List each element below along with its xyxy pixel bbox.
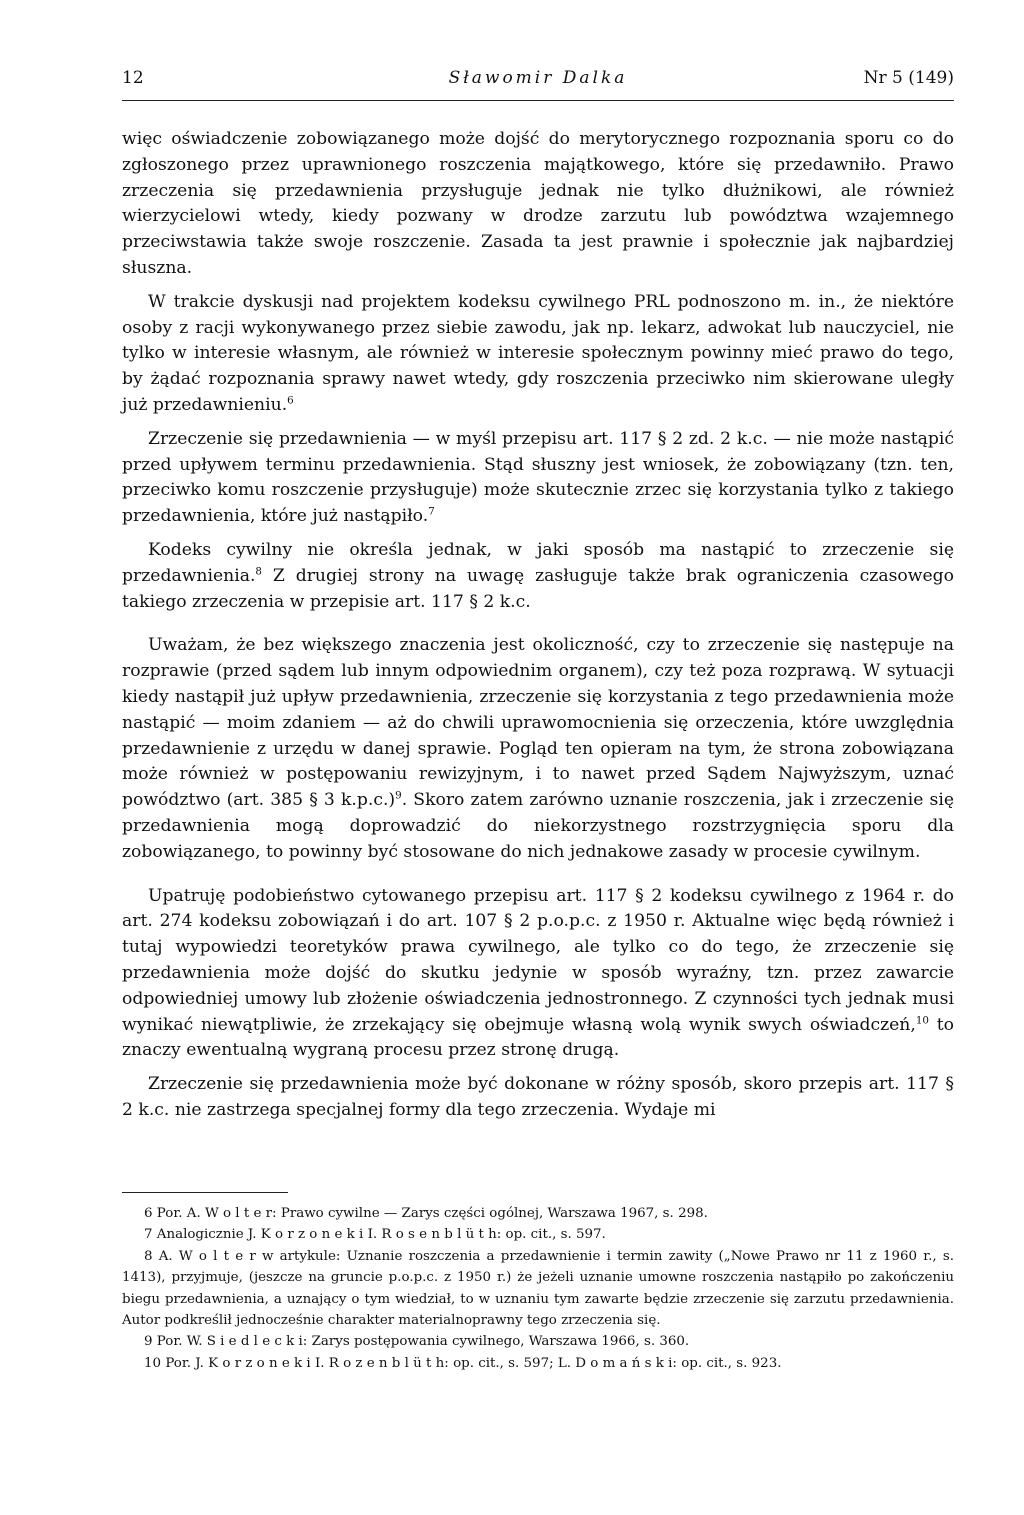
footnote-7 — [122, 1224, 954, 1245]
running-header — [122, 66, 954, 101]
header-issue: Nr 5 (149) — [863, 68, 954, 88]
footnote-ref-7[interactable]: 7 — [428, 505, 435, 518]
footnote-number: 8 — [144, 1248, 153, 1264]
footnote-8 — [122, 1246, 954, 1332]
main-text — [122, 127, 954, 1124]
paragraph-1: więc oświadczenie zobowiązanego może dojść do merytorycznego rozpoznania sporu co do zgłoszonego przez uprawnionego roszczenia majątkowego, które się przedawniło. Prawo zrzeczenia się przedawnienia przysługuje jednak nie tylko dłużnikowi, ale również wierzycielowi wtedy, kiedy pozwany w drodze zarzutu lub powództwa wzajemnego przeciwstawia także swoje roszczenie. Zasada ta jest prawnie i społecznie jak najbardziej słuszna. — [122, 129, 954, 278]
footnote-ref-9[interactable]: 9 — [395, 789, 402, 802]
paragraph-7: Zrzeczenie się przedawnienia może być dokonane w różny sposób, skoro przepis art. 117 § 2 k.c. nie zastrzega specjalnej formy dla tego zrzeczenia. Wydaje mi — [122, 1074, 954, 1120]
footnote-divider — [122, 1192, 288, 1193]
paragraph-3: Zrzeczenie się przedawnienia — w myśl przepisu art. 117 § 2 zd. 2 k.c. — nie może nastąpić przed upływem terminu przedawnienia. Stąd słuszny jest wniosek, że zobowiązany (tzn. ten, przeciwko komu roszczenie przysługuje) może skutecznie zrzec się korzystania tylko z takiego przedawnienia, które już nastąpiło.$^7$ — [122, 428, 954, 527]
footnote-text: Por. A. W o l t e r: Prawo cywilne — Zarys części ogólnej, Warszawa 1967, s. 298. — [156, 1206, 708, 1221]
footnote-9 — [122, 1331, 954, 1352]
footnotes — [122, 1192, 954, 1374]
paragraph-5: Uważam, że bez większego znaczenia jest okoliczność, czy to zrzeczenie się następuje na rozprawie (przed sądem lub innym odpowiednim organem), czy też poza rozprawą. W sytuacji kiedy nastąpił już upływ przedawnienia, zrzeczenie się korzystania z tego przedawnienia może nastąpić — moim zdaniem — aż do chwili uprawomocnienia się orzeczenia, które uwzględnia przedawnienie z urzędu w danej sprawie. Pogląd ten opieram na tym, że strona zobowiązana może również w postępowaniu rewizyjnym, i to nawet przed Sądem Najwyższym, uznać powództwo (art. 385 § 3 k.p.c.)$^9$. Skoro zatem zarówno uznanie roszczenia, jak i zrzeczenie się przedawnienia mogą doprowadzić do niekorzystnego rozstrzygnięcia sporu dla zobowiązanego, to powinny być stosowane do nich jednakowe zasady w procesie cywilnym. — [122, 635, 954, 862]
footnote-6 — [122, 1203, 954, 1224]
footnote-ref-6[interactable]: 6 — [287, 394, 294, 407]
footnote-text: Por. W. S i e d l e c k i: Zarys postępowania cywilnego, Warszawa 1966, s. 360. — [156, 1334, 690, 1350]
page — [122, 66, 954, 1132]
footnote-10 — [122, 1353, 954, 1374]
footnote-number: 6 — [144, 1206, 153, 1221]
page-number: 12 — [122, 68, 144, 88]
footnote-ref-8[interactable]: 8 — [255, 565, 262, 578]
footnote-text: Analogicznie J. K o r z o n e k i I. R o s e n b l ü t h: op. cit., s. 597. — [156, 1227, 606, 1243]
footnote-text: A. W o l t e r w artykule: Uznanie roszczenia a przedawnienie i termin zawity („Nowe Prawo nr 11 z 1960 r., s. 1413), przyjmuje, (jeszcze na gruncie p.o.p.c. z 1950 r.) że jeżeli uznanie umowne roszczenia nastąpiło po zakończeniu biegu przedawnienia, a uznający o tym wiedział, to w uznaniu tym zawarte będzie zrzeczenie się zarzutu przedawnienia. Autor podkreślił jednocześnie charakter materialnoprawny tego zrzeczenia się. — [122, 1248, 954, 1329]
footnote-number: 7 — [144, 1227, 153, 1243]
footnote-ref-10[interactable]: 10 — [915, 1013, 929, 1026]
footnote-text: Por. J. K o r z o n e k i I. R o z e n b l ü t h: op. cit., s. 597; L. D o m a ń s k i: op. cit., s. 923. — [165, 1355, 782, 1371]
paragraph-4: Kodeks cywilny nie określa jednak, w jaki sposób ma nastąpić to zrzeczenie się przedawnienia.$^8$ Z drugiej strony na uwagę zasługuje także brak ograniczenia czasowego takiego zrzeczenia w przepisie art. 117 § 2 k.c. — [122, 539, 954, 612]
footnote-number: 10 — [144, 1355, 162, 1371]
paragraph-6: Upatruję podobieństwo cytowanego przepisu art. 117 § 2 kodeksu cywilnego z 1964 r. do art. 274 kodeksu zobowiązań i do art. 107 § 2 p.o.p.c. z 1950 r. Aktualne więc będą również i tutaj wypowiedzi teoretyków prawa cywilnego, ale tylko co do tego, że zrzeczenie się przedawnienia może dojść do skutku jedynie w sposób wyraźny, tzn. przez zawarcie odpowiedniej umowy lub złożenie oświadczenia jednostronnego. Z czynności tych jednak musi wynikać niewątpliwie, że zrzekający się obejmuje własną wolą wynik swych oświadczeń,$^{10}$ to znaczy ewentualną wygraną procesu przez stronę drugą. — [122, 885, 955, 1061]
footnote-number: 9 — [144, 1334, 153, 1350]
paragraph-2: W trakcie dyskusji nad projektem kodeksu cywilnego PRL podnoszono m. in., że niektóre osoby z racji wykonywanego przez siebie zawodu, jak np. lekarz, adwokat lub nauczyciel, nie tylko w interesie własnym, ale również w interesie społecznym powinny mieć prawo do tego, by żądać rozpoznania sprawy nawet wtedy, gdy roszczenia przeciwko nim skierowane uległy już przedawnieniu.$^6$ — [122, 291, 954, 415]
header-author: Sławomir Dalka — [448, 68, 628, 88]
